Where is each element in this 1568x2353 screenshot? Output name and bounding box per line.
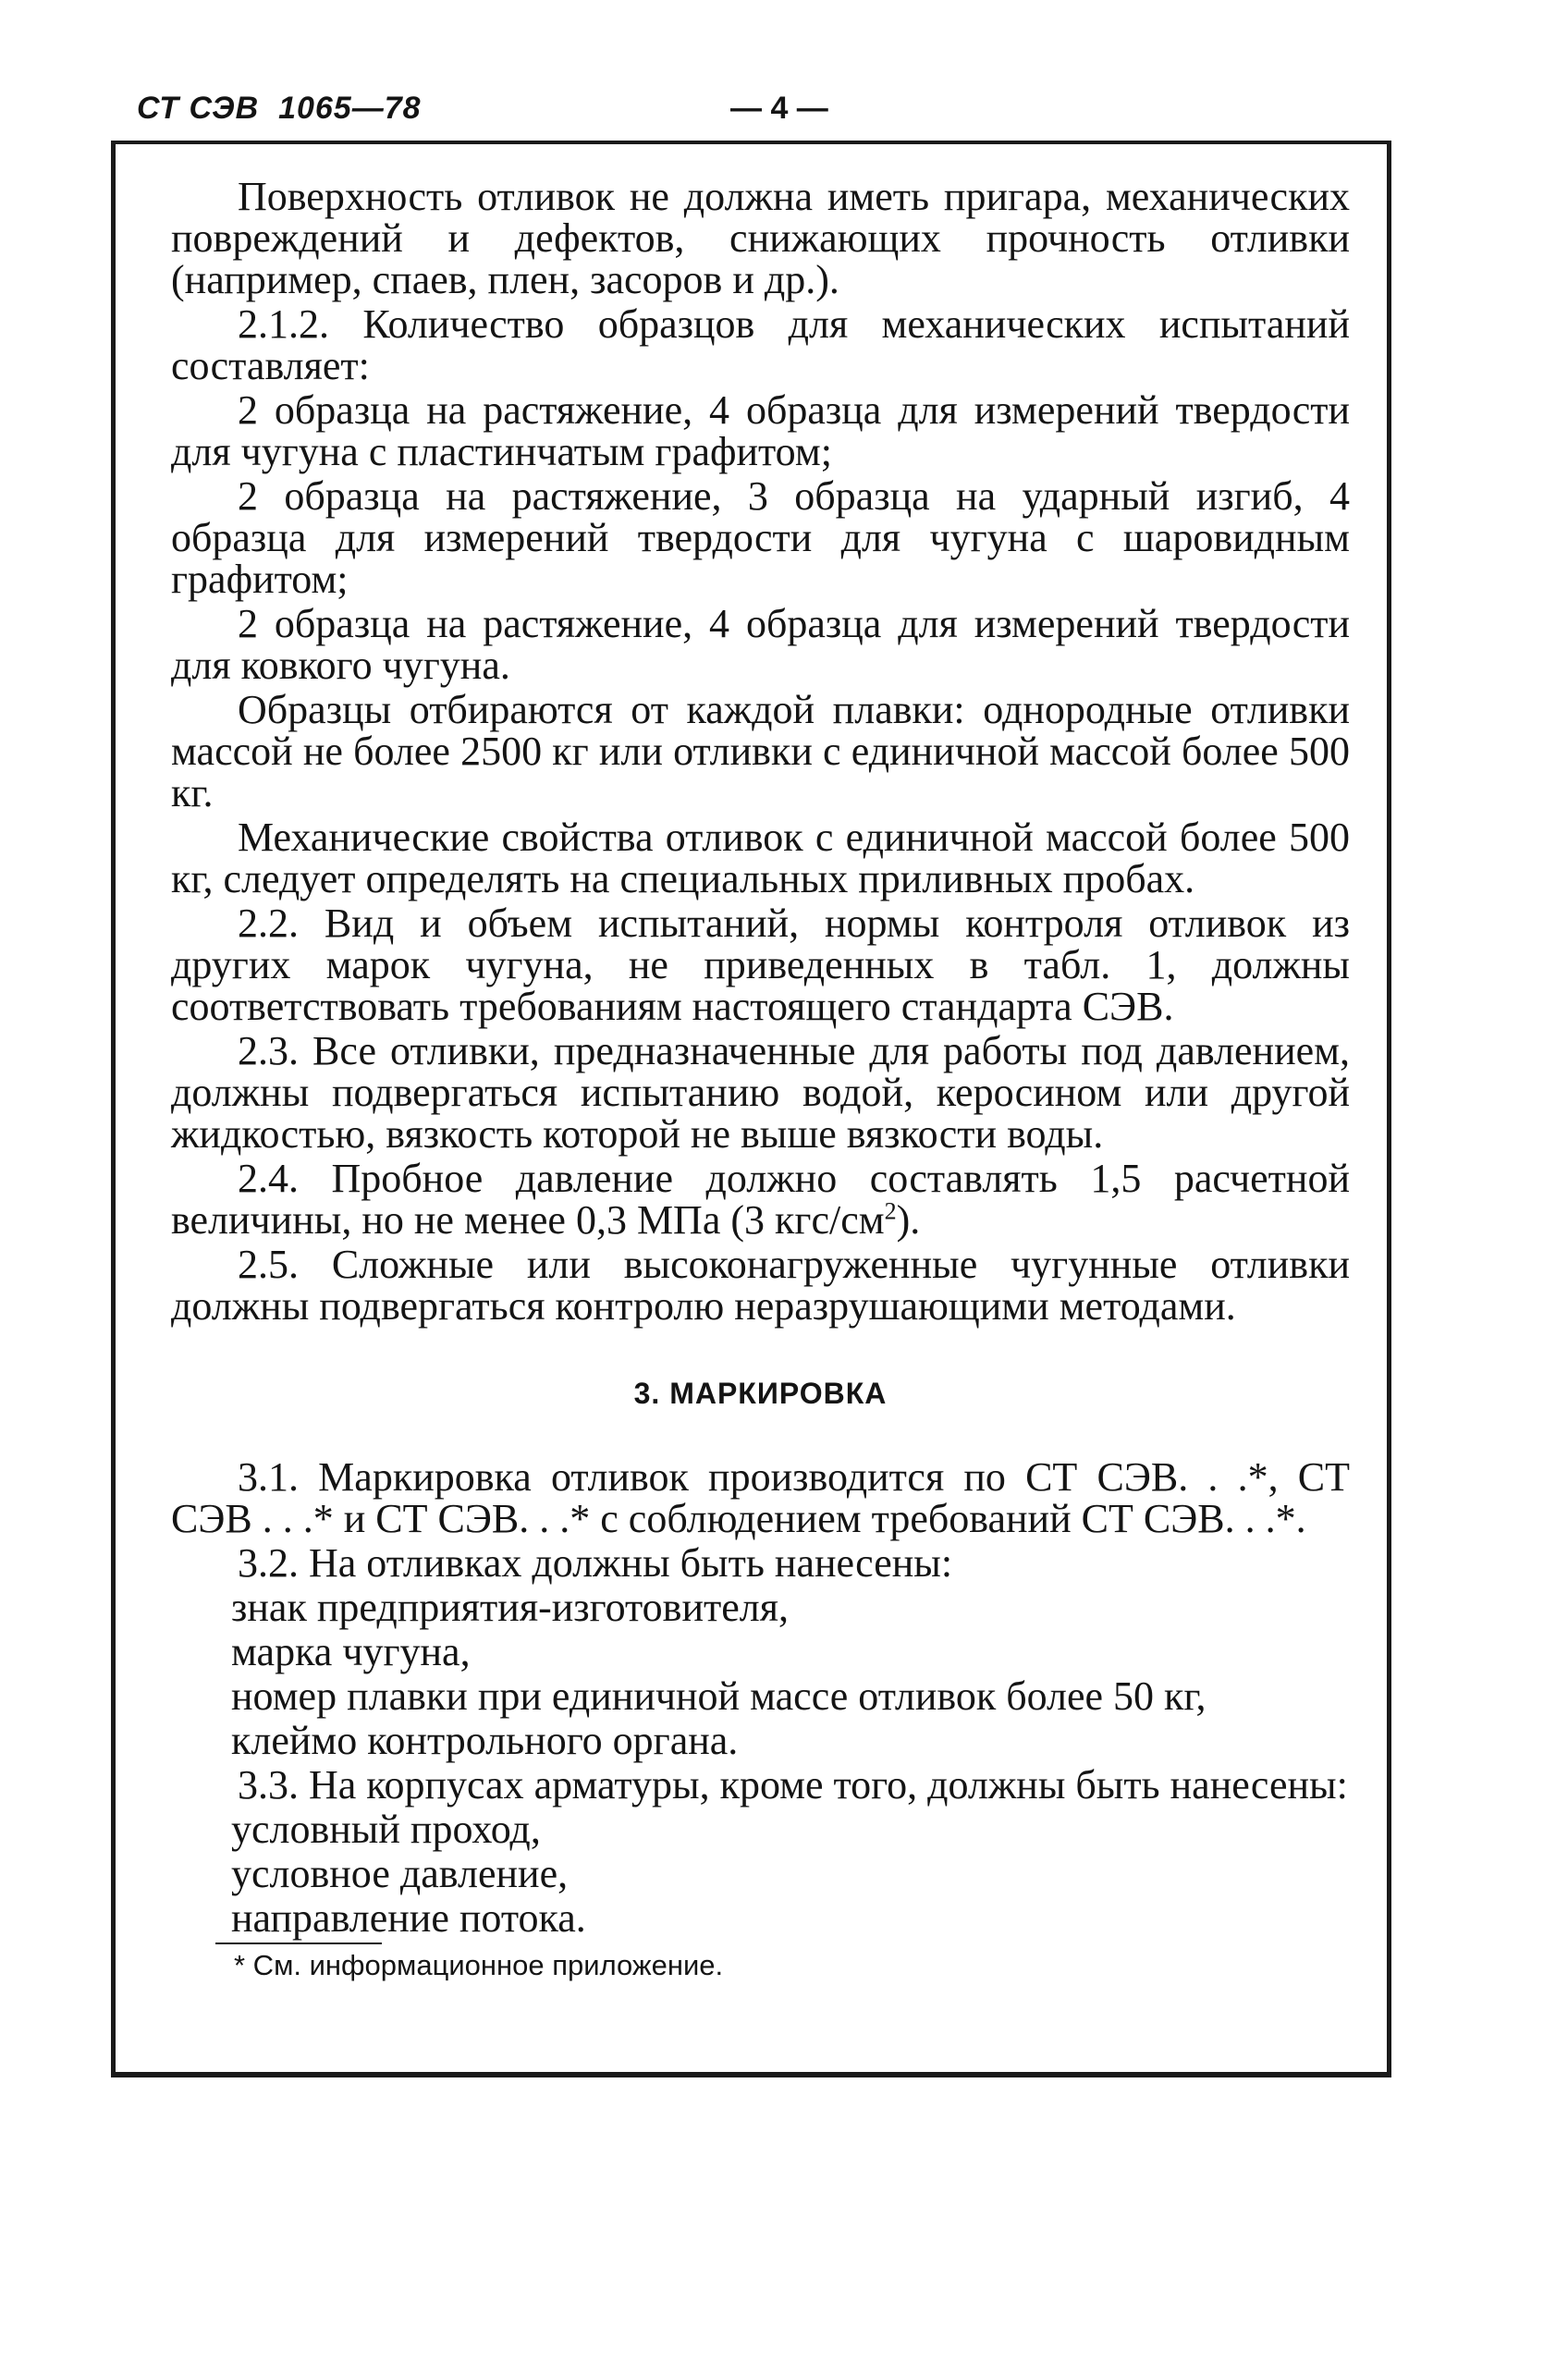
paragraph-sampling: Образцы отбираются от каждой плавки: однородные отливки массой не более 2500 кг или отливки с единичной массой более 500 кг. (171, 687, 1350, 815)
paragraph-2-2: 2.2. Вид и объем испытаний, нормы контроля отливок из других марок чугуна, не приведенных в табл. 1, должны соответствовать требованиям настоящего стандарта СЭВ. (171, 901, 1350, 1029)
page-header (137, 91, 1431, 137)
paragraph-2-1-2: 2.1.2. Количество образцов для механических испытаний составляет: (171, 301, 1350, 388)
paragraph-samples-spheroidal: 2 образца на растяжение, 3 образца на ударный изгиб, 4 образца для измерений твердости для чугуна с шаровидным графитом; (171, 473, 1350, 602)
paragraph-mechanical-properties: Механические свойства отливок с единичной массой более 500 кг, следует определять на специальных приливных пробах. (171, 815, 1350, 901)
paragraph-2-4-end: ). (896, 1197, 921, 1243)
list-item: условное давление, (231, 1851, 569, 1896)
section-3-heading: 3. МАРКИРОВКА (633, 1377, 888, 1410)
page-number: — 4 — (730, 91, 828, 126)
list-item: марка чугуна, (231, 1629, 471, 1674)
paragraph-3-1: 3.1. Маркировка отливок производится по СТ СЭВ. . .*, СТ СЭВ . . .* и СТ СЭВ. . .* с соблюдением требований СТ СЭВ. . .*. (171, 1454, 1350, 1541)
paragraph-2-4 (171, 1158, 1350, 1241)
paragraph-2-5: 2.5. Сложные или высоконагруженные чугунные отливки должны подвергаться контролю неразрушающими методами. (171, 1242, 1350, 1329)
document-code: СТ СЭВ 1065—78 (137, 91, 422, 126)
list-item: клеймо контрольного органа. (231, 1718, 739, 1763)
list-item: направление потока. (231, 1895, 586, 1941)
list-item: условный проход, (231, 1807, 541, 1852)
paragraph-surface-requirements: Поверхность отливок не должна иметь пригара, механических повреждений и дефектов, снижающих прочность отливки (например, спаев, плен, засоров и др.). (171, 174, 1350, 302)
footnote-divider (215, 1942, 382, 1944)
paragraph-2-4-superscript: 2 (884, 1197, 897, 1225)
page-content (171, 176, 1350, 1983)
paragraph-3-2: 3.2. На отливках должны быть нанесены: (238, 1540, 953, 1586)
paragraph-3-3: 3.3. На корпусах арматуры, кроме того, должны быть нанесены: (238, 1762, 1348, 1808)
paragraph-2-4-text: 2.4. Пробное давление должно составлять 1,5 расчетной величины, но не менее 0,3 МПа (3 кгс/см (171, 1156, 1350, 1243)
paragraph-2-3: 2.3. Все отливки, предназначенные для работы под давлением, должны подвергаться испытанию водой, керосином или другой жидкостью, вязкость которой не выше вязкости воды. (171, 1028, 1350, 1157)
footnote: * См. информационное приложение. (234, 1949, 724, 1981)
list-item: знак предприятия-изготовителя, (231, 1585, 789, 1630)
paragraph-samples-malleable: 2 образца на растяжение, 4 образца для измерений твердости для ковкого чугуна. (171, 601, 1350, 688)
list-item: номер плавки при единичной массе отливок более 50 кг, (231, 1673, 1207, 1719)
paragraph-samples-lamellar: 2 образца на растяжение, 4 образца для измерений твердости для чугуна с пластинчатым графитом; (171, 387, 1350, 474)
